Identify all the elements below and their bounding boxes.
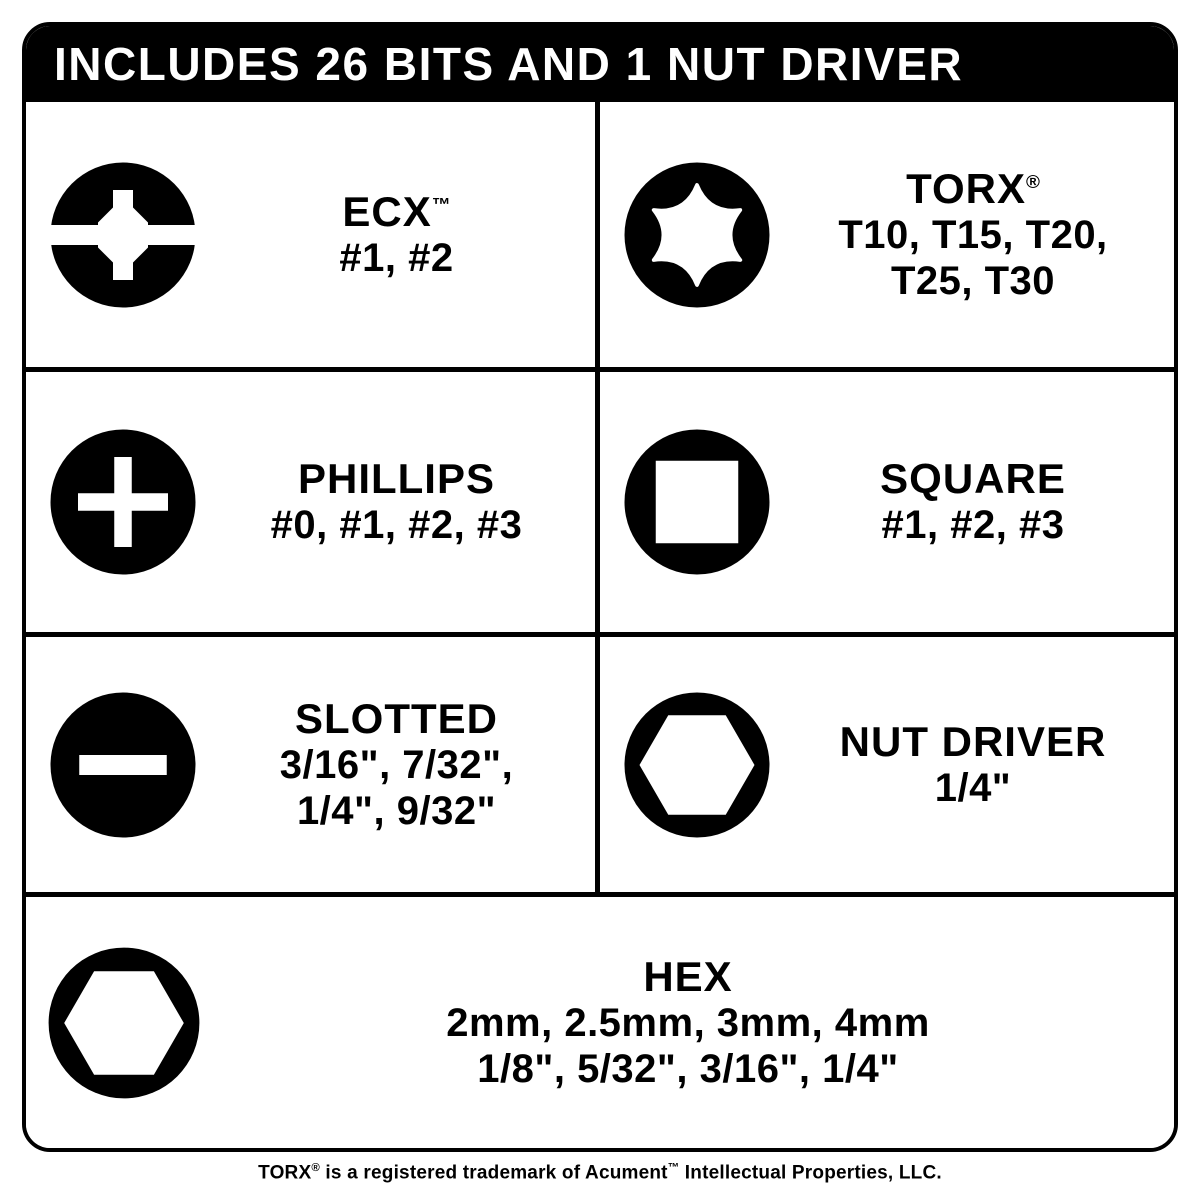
bit-type-title: TORX® [906,164,1040,212]
square-bit-icon [622,427,772,577]
cell-torx-text [772,165,1174,305]
bit-sizes: 1/4", 9/32" [296,789,497,834]
cell-hex [26,892,1174,1148]
cell-nut-driver-text [772,718,1174,811]
bit-sizes: 1/8", 5/32", 3/16", 1/4" [477,1047,899,1092]
phillips-bit-icon [48,427,198,577]
cell-nut-driver [600,632,1174,892]
trademark-symbol: ™ [667,1162,680,1174]
hex-bit-icon [46,945,202,1101]
bit-sizes: T10, T15, T20, [838,212,1108,257]
bit-sizes: T25, T30 [890,259,1056,304]
bit-sizes: 1/4" [934,765,1012,810]
slotted-bit-icon [48,690,198,840]
registered-symbol: ® [1026,171,1040,193]
bit-set-panel [22,22,1178,1152]
cell-square-text [772,455,1174,548]
registered-symbol: ® [311,1162,320,1174]
bit-sizes: #1, #2 [339,235,454,280]
bit-type-title: NUT DRIVER [839,717,1107,765]
bit-sizes: 3/16", 7/32", [279,742,514,787]
torx-bit-icon [622,160,772,310]
bit-sizes: #1, #2, #3 [881,503,1065,548]
trademark-footnote: TORX® is a registered trademark of Acument™ Intellectual Properties, LLC. [258,1162,942,1184]
panel-title: INCLUDES 26 BITS AND 1 NUT DRIVER [54,38,964,90]
bit-type-title: SLOTTED [295,694,498,742]
cell-phillips [26,367,600,632]
cell-hex-text [202,953,1174,1093]
cell-phillips-text [198,455,595,548]
bit-sizes: #0, #1, #2, #3 [270,503,523,548]
cell-ecx-text [198,188,595,281]
footnote-brand: TORX [258,1162,312,1184]
cell-torx [600,102,1174,367]
cell-slotted-text [198,695,595,835]
cell-square [600,367,1174,632]
bit-sizes: 2mm, 2.5mm, 3mm, 4mm [446,1000,930,1045]
bit-type-title: ECX™ [342,187,451,235]
bit-type-title: HEX [643,952,733,1000]
trademark-symbol: ™ [431,194,451,216]
bit-type-title: SQUARE [880,455,1066,503]
nut-driver-icon [622,690,772,840]
cell-ecx [26,102,600,367]
panel-header [26,26,1174,102]
cell-slotted [26,632,600,892]
bit-grid [26,102,1174,1148]
ecx-bit-icon [48,160,198,310]
bit-type-title: PHILLIPS [297,455,496,503]
